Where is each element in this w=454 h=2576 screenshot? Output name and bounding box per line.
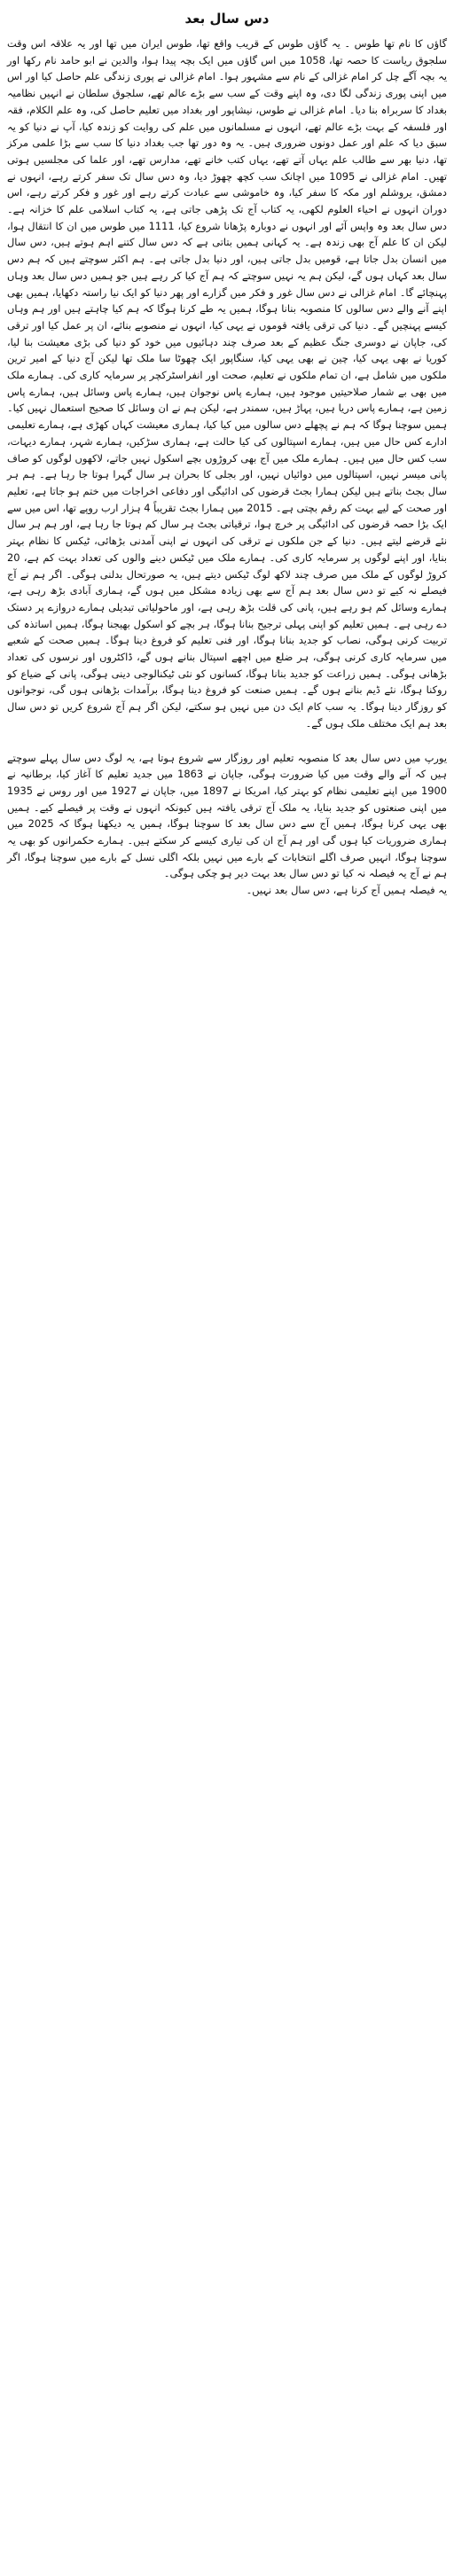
article-closing-line: یہ فیصلہ ہمیں آج کرنا ہے، دس سال بعد نہیں۔ xyxy=(246,884,447,897)
article-paragraph: گاؤں کا نام تھا طوس ۔ یہ گاؤں طوس کے قریب واقع تھا، طوس ایران میں تھا اور یہ علاقہ اس وقت سلجوق ریاست کا حصہ تھا، 1058 میں اس گاؤں میں ایک بچہ پیدا ہوا، والدین نے ابو حامد نام رکھا اور یہ بچہ آگے چل کر امام غزالی کے نام سے مشہور ہوا۔ امام غزالی نے پوری زندگی علم حاصل کیا اور اس میں اپنی پوری زندگی لگا دی، وہ اپنے وقت کے سب سے بڑے عالم تھے، سلجوق سلطان نے انہیں نظامیہ بغداد کا سربراہ بنا دیا۔ امام غزالی نے طوس، نیشاپور اور بغداد میں تعلیم حاصل کی، وہ علم الکلام، فقہ اور فلسفہ کے بہت بڑے عالم تھے، انہوں نے مسلمانوں میں علم کی روایت کو زندہ کیا، آپ نے دنیا کو یہ سبق دیا کہ علم اور عمل دونوں ضروری ہیں۔ یہ وہ دور تھا جب بغداد دنیا کا سب سے بڑا علمی مرکز تھا، دنیا بھر سے طالب علم یہاں آتے تھے، یہاں کتب خانے تھے، مدارس تھے، اور علما کی مجلسیں ہوتی تھیں۔ امام غزالی نے 1095 میں اچانک سب کچھ چھوڑ دیا، وہ دس سال تک سفر کرتے رہے، انہوں نے دمشق، یروشلم اور مکہ کا سفر کیا، وہ خاموشی سے عبادت کرتے رہے اور غور و فکر کرتے رہے، اس دوران انہوں نے احیاء العلوم لکھی، یہ کتاب آج تک پڑھی جاتی ہے، یہ کتاب اسلامی علم کا خزانہ ہے۔ دس سال بعد وہ واپس آئے اور انہوں نے دوبارہ پڑھانا شروع کیا، 1111 میں طوس میں ان کا انتقال ہوا، لیکن ان کا علم آج بھی زندہ ہے۔ یہ کہانی ہمیں بتاتی ہے کہ دس سال کتنے اہم ہوتے ہیں، دس سال میں انسان بدل جاتا ہے، قومیں بدل جاتی ہیں، اور دنیا بدل جاتی ہے۔ ہم اکثر سوچتے ہیں کہ ہم دس سال بعد کہاں ہوں گے، لیکن ہم یہ نہیں سوچتے کہ ہم آج کیا کر رہے ہیں جو ہمیں دس سال بعد وہاں پہنچائے گا۔ امام غزالی نے دس سال غور و فکر میں گزارے اور پھر دنیا کو ایک نیا راستہ دکھایا، ہمیں بھی اپنے آنے والے دس سالوں کا منصوبہ بنانا ہوگا، ہمیں یہ طے کرنا ہوگا کہ ہم کیا چاہتے ہیں اور ہم وہاں کیسے پہنچیں گے۔ دنیا کی ترقی یافتہ قوموں نے یہی کیا، انہوں نے منصوبے بنائے، ان پر عمل کیا اور ترقی کی، جاپان نے دوسری جنگ عظیم کے بعد صرف چند دہائیوں میں خود کو دنیا کی بڑی معیشت بنا لیا، کوریا نے بھی یہی کیا، چین نے بھی یہی کیا، سنگاپور ایک چھوٹا سا ملک تھا لیکن آج دنیا کے امیر ترین ملکوں میں شامل ہے، ان تمام ملکوں نے تعلیم، صحت اور انفراسٹرکچر پر سرمایہ کاری کی۔ ہمارے ملک میں بھی بے شمار صلاحیتیں موجود ہیں، ہمارے پاس نوجوان ہیں، ہمارے پاس وسائل ہیں، ہمارے پاس زمین ہے، ہمارے پاس دریا ہیں، پہاڑ ہیں، سمندر ہے، لیکن ہم نے ان وسائل کا صحیح استعمال نہیں کیا۔ ہمیں سوچنا ہوگا کہ ہم نے پچھلے دس سالوں میں کیا کیا، ہماری معیشت کہاں کھڑی ہے، ہمارے تعلیمی ادارے کس حال میں ہیں، ہمارے اسپتالوں کی کیا حالت ہے، ہماری سڑکیں، ہمارے شہر، ہمارے دیہات، سب کس حال میں ہیں۔ ہمارے ملک میں آج بھی کروڑوں بچے اسکول نہیں جاتے، لاکھوں لوگوں کو صاف پانی میسر نہیں، اسپتالوں میں دوائیاں نہیں، اور بجلی کا بحران ہر سال گہرا ہوتا جا رہا ہے۔ ہم ہر سال بجٹ بناتے ہیں لیکن ہمارا بجٹ قرضوں کی ادائیگی اور دفاعی اخراجات میں ختم ہو جاتا ہے، تعلیم اور صحت کے لیے بہت کم رقم بچتی ہے۔ 2015 میں ہمارا بجٹ تقریباً 4 ہزار ارب روپے تھا، اس میں سے ایک بڑا حصہ قرضوں کی ادائیگی پر خرچ ہوا، ترقیاتی بجٹ ہر سال کم ہوتا جا رہا ہے، اور ہم ہر سال نئے قرضے لیتے ہیں۔ دنیا کے جن ملکوں نے ترقی کی انہوں نے اپنی آمدنی بڑھائی، ٹیکس کا نظام بہتر بنایا، اور اپنے لوگوں پر سرمایہ کاری کی۔ ہمارے ملک میں ٹیکس دینے والوں کی تعداد بہت کم ہے، 20 کروڑ لوگوں کے ملک میں صرف چند لاکھ لوگ ٹیکس دیتے ہیں، یہ صورتحال بدلنی ہوگی۔ اگر ہم نے آج فیصلے نہ کیے تو دس سال بعد ہم آج سے بھی زیادہ مشکل میں ہوں گے، ہماری آبادی بڑھ رہی ہے، ہمارے وسائل کم ہو رہے ہیں، پانی کی قلت بڑھ رہی ہے، اور ماحولیاتی تبدیلی ہمارے دروازے پر دستک دے رہی ہے۔ ہمیں تعلیم کو اپنی پہلی ترجیح بنانا ہوگا، ہر بچے کو اسکول بھیجنا ہوگا، ہمیں اساتذہ کی تربیت کرنی ہوگی، نصاب کو جدید بنانا ہوگا، اور فنی تعلیم کو فروغ دینا ہوگا۔ ہمیں صحت کے شعبے میں سرمایہ کاری کرنی ہوگی، ہر ضلع میں اچھے اسپتال بنانے ہوں گے، ڈاکٹروں اور نرسوں کی تعداد بڑھانی ہوگی۔ ہمیں زراعت کو جدید بنانا ہوگا، کسانوں کو نئی ٹیکنالوجی دینی ہوگی، پانی کے ضیاع کو روکنا ہوگا، نئے ڈیم بنانے ہوں گے۔ ہمیں صنعت کو فروغ دینا ہوگا، برآمدات بڑھانی ہوں گی، نوجوانوں کو روزگار دینا ہوگا۔ یہ سب کام ایک دن میں نہیں ہو سکتے، لیکن اگر ہم آج شروع کریں تو دس سال بعد ہم ایک مختلف ملک ہوں گے۔ xyxy=(7,37,448,730)
article-paragraph: یورپ میں دس سال بعد کا منصوبہ تعلیم اور روزگار سے شروع ہوتا ہے، یہ لوگ دس سال پہلے سوچتے ہیں کہ آنے والے وقت میں کیا ضرورت ہوگی، جاپان نے 1863 میں جدید تعلیم کا آغاز کیا، برطانیہ نے 1900 میں اپنے تعلیمی نظام کو بہتر کیا، امریکا نے 1897 میں، جاپان نے 1927 میں اور روس نے 1935 میں اپنی صنعتوں کو جدید بنایا، یہ ملک آج ترقی یافتہ ہیں کیونکہ انہوں نے وقت پر فیصلے کیے۔ ہمیں بھی یہی کرنا ہوگا، ہمیں آج سے دس سال بعد کا سوچنا ہوگا، ہمیں یہ دیکھنا ہوگا کہ 2025 میں ہماری ضروریات کیا ہوں گی اور ہم آج ان کی تیاری کیسے کر سکتے ہیں۔ ہمارے حکمرانوں کو بھی یہ سوچنا ہوگا، انہیں صرف اگلے انتخابات کے بارے میں نہیں بلکہ اگلی نسل کے بارے میں سوچنا ہوگا، اگر ہم نے آج یہ فیصلہ نہ کیا تو دس سال بعد بہت دیر ہو چکی ہوگی۔ xyxy=(7,751,448,880)
paragraph-gap xyxy=(7,732,447,748)
article-title: دس سال بعد xyxy=(184,11,270,27)
